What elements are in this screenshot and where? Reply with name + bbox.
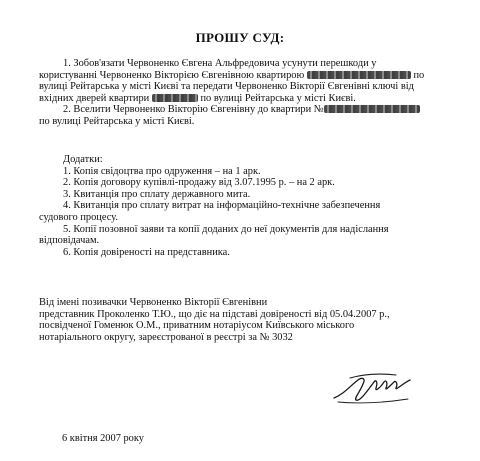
document-date: 6 квітня 2007 року <box>62 433 144 444</box>
attachment-1: 1. Копія свідоцтва про одруження – на 1 арк. <box>63 165 261 177</box>
request-1-line-3: вулиці Рейтарська у місті Києві та передати Червоненко Вікторії Євгенівні ключі від <box>39 81 414 93</box>
redaction-mark <box>324 105 420 113</box>
attachment-4-line-2: судового процесу. <box>39 211 118 223</box>
attachment-5-line-1: 5. Копії позовної заяви та копії доданих до неї документів для надіслання <box>63 223 389 235</box>
request-2-line-1: 2. Вселити Червоненко Вікторію Євгенівну до квартири № <box>39 104 454 116</box>
attachment-3: 3. Квитанція про сплату державного мита. <box>63 188 251 200</box>
representative-line-2: представник Проколенко Т.Ю., що діє на підставі довіреності від 05.04.2007 р., <box>39 308 390 320</box>
attachment-6: 6. Копія довіреності на представника. <box>63 246 230 258</box>
attachments-section <box>39 154 454 258</box>
redaction-mark <box>307 71 411 79</box>
redaction-mark <box>152 94 198 102</box>
requests-section <box>39 58 454 128</box>
signature-image <box>330 368 420 408</box>
representative-line-4: нотаріального округу, зареєстрованої в реєстрі за № 3032 <box>39 331 293 343</box>
request-1-line-1: 1. Зобов'язати Червоненко Євгена Альфредовича усунути перешкоди у <box>63 58 377 69</box>
attachments-title: Додатки: <box>63 154 103 165</box>
representative-line-1: Від імені позивачки Червоненко Вікторії Євгенівни <box>39 297 268 308</box>
request-1-line-4: вхідних дверей квартири по вулиці Рейтарська у місті Києві. <box>39 92 356 104</box>
representative-section <box>39 297 454 343</box>
heading: ПРОШУ СУД: <box>195 30 285 45</box>
request-1-line-2: користуванні Червоненко Вікторією Євгенівною квартирою по <box>39 69 425 81</box>
request-2-line-2: по вулиці Рейтарська у місті Києві. <box>39 115 195 127</box>
attachment-4-line-1: 4. Квитанція про сплату витрат на інформаційно-технічне забезпечення <box>63 200 381 212</box>
representative-line-3: посвідченої Гоменюк О.М., приватним нотаріусом Київського міського <box>39 320 355 332</box>
attachment-2: 2. Копія договору купівлі-продажу від 3.07.1995 р. – на 2 арк. <box>63 177 335 189</box>
attachment-5-line-2: відповідачам. <box>39 235 100 247</box>
